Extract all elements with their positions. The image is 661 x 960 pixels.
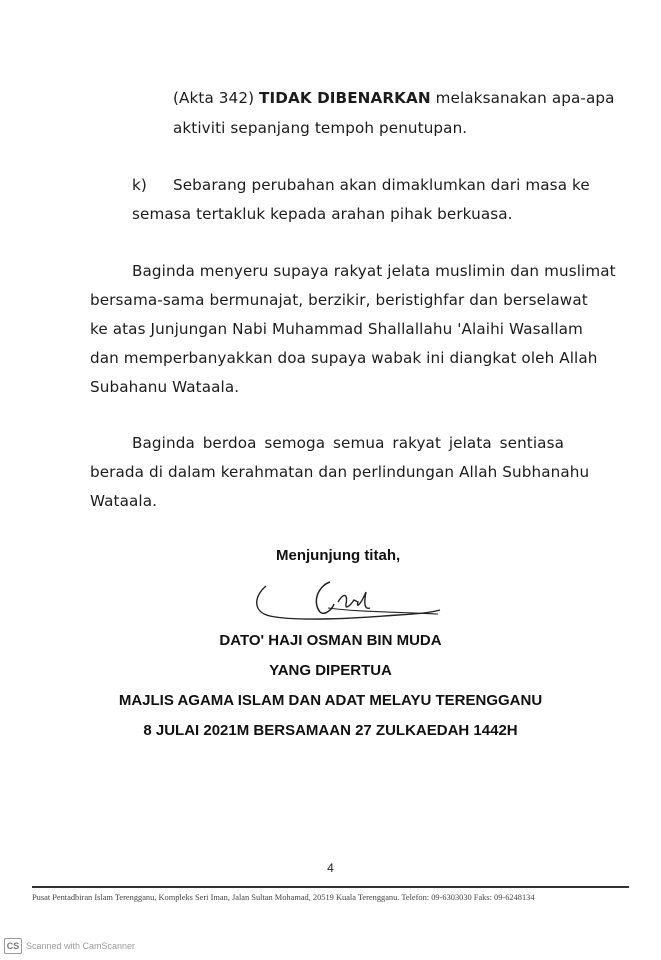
item-k-line-1: Sebarang perubahan akan dimaklumkan dari masa ke — [173, 176, 590, 194]
page-number: 4 — [327, 861, 334, 875]
paragraph-2-line-1: Baginda berdoa semoga semua rakyat jelata sentiasa — [132, 434, 564, 452]
paragraph-1-line-5: Subahanu Wataala. — [90, 378, 240, 396]
item-j-line-2: aktiviti sepanjang tempoh penutupan. — [173, 119, 468, 137]
paragraph-2-line-2: berada di dalam kerahmatan dan perlindungan Allah Subhanahu — [90, 463, 590, 481]
item-j-text-post: melaksanakan apa-apa — [430, 89, 615, 107]
closing-salutation: Menjunjung titah, — [276, 547, 401, 564]
item-j-line-1 — [173, 88, 615, 108]
signatory-name: DATO' HAJI OSMAN BIN MUDA — [219, 632, 442, 649]
camscanner-icon: CS — [4, 938, 22, 954]
scanner-watermark — [4, 937, 135, 955]
paragraph-1-line-3: ke atas Junjungan Nabi Muhammad Shallallahu 'Alaihi Wasallam — [90, 320, 583, 338]
handwritten-signature — [248, 572, 448, 624]
item-k-marker: k) — [132, 176, 147, 194]
paragraph-1-line-1: Baginda menyeru supaya rakyat jelata muslimin dan muslimat — [132, 262, 616, 280]
paragraph-1-line-2: bersama-sama bermunajat, berzikir, beristighfar dan berselawat — [90, 291, 588, 309]
paragraph-1-line-4: dan memperbanyakkan doa supaya wabak ini diangkat oleh Allah — [90, 349, 598, 367]
document-date: 8 JULAI 2021M BERSAMAAN 27 ZULKAEDAH 1442H — [143, 722, 518, 739]
paragraph-2-line-3: Wataala. — [90, 492, 158, 510]
scanner-label: Scanned with CamScanner — [26, 941, 136, 951]
signatory-position: YANG DIPERTUA — [269, 662, 392, 679]
signatory-organization: MAJLIS AGAMA ISLAM DAN ADAT MELAYU TERENGGANU — [118, 692, 543, 709]
item-j-bold-text: TIDAK DIBENARKAN — [259, 89, 431, 107]
footer-address: Pusat Pentadbiran Islam Terengganu, Kompleks Seri Iman, Jalan Sultan Mohamad, 20519 Kuala Terengganu. Telefon: 09-6303030 Faks: 09-6248134 — [32, 893, 535, 902]
item-k-line-2: semasa tertakluk kepada arahan pihak berkuasa. — [132, 205, 513, 223]
item-j-text-pre: (Akta 342) — [173, 89, 260, 107]
footer-divider — [32, 886, 629, 888]
